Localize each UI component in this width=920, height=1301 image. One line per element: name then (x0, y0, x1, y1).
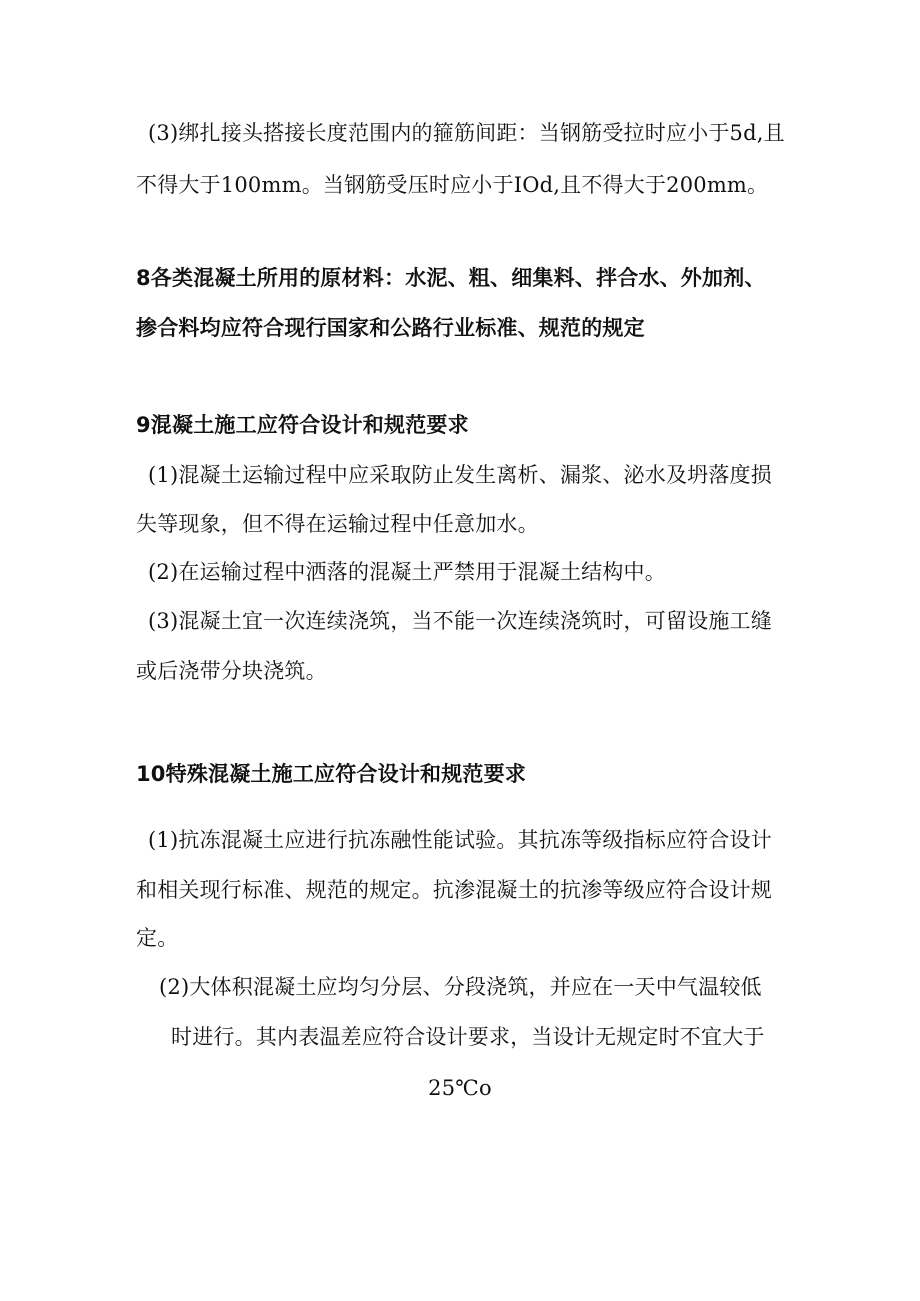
section-10-heading: 10特殊混凝土施工应符合设计和规范要求 (136, 762, 527, 786)
section-8-heading-line-1: 8各类混凝土所用的原材料：水泥、粗、细集料、拌合水、外加剂、 (136, 266, 766, 290)
paragraph-9-1-line-1: (1)混凝土运输过程中应采取防止发生离析、漏浆、泌水及坍落度损 (148, 463, 772, 487)
paragraph-10-1-line-1: (1)抗冻混凝土应进行抗冻融性能试验。其抗冻等级指标应符合设计 (148, 828, 772, 852)
paragraph-9-2: (2)在运输过程中洒落的混凝土严禁用于混凝土结构中。 (148, 560, 666, 584)
paragraph-9-3-line-1: (3)混凝土宜一次连续浇筑，当不能一次连续浇筑时，可留设施工缝 (148, 609, 772, 633)
paragraph-9-1-line-2: 失等现象，但不得在运输过程中任意加水。 (136, 512, 539, 536)
section-9-heading: 9混凝土施工应符合设计和规范要求 (136, 413, 469, 437)
paragraph-10-2-line-1: (2)大体积混凝土应均匀分层、分段浇筑，并应在一天中气温较低 (159, 975, 762, 999)
paragraph-7-3-line-2: 不得大于100mm。当钢筋受压时应小于IOd,且不得大于200mm。 (136, 173, 769, 197)
paragraph-10-1-line-3: 定。 (136, 926, 179, 950)
paragraph-9-3-line-2: 或后浇带分块浇筑。 (136, 659, 327, 683)
paragraph-7-3-line-1: (3)绑扎接头搭接长度范围内的箍筋间距：当钢筋受拉时应小于5d,且 (148, 121, 785, 145)
paragraph-10-1-line-2: 和相关现行标准、规范的规定。抗渗混凝土的抗渗等级应符合设计规 (136, 878, 772, 902)
paragraph-10-2-line-2: 时进行。其内表温差应符合设计要求，当设计无规定时不宜大于 (171, 1025, 765, 1049)
section-8-heading-line-2: 掺合料均应符合现行国家和公路行业标准、规范的规定 (136, 316, 645, 340)
paragraph-10-2-line-3: 25℃o (428, 1076, 492, 1100)
